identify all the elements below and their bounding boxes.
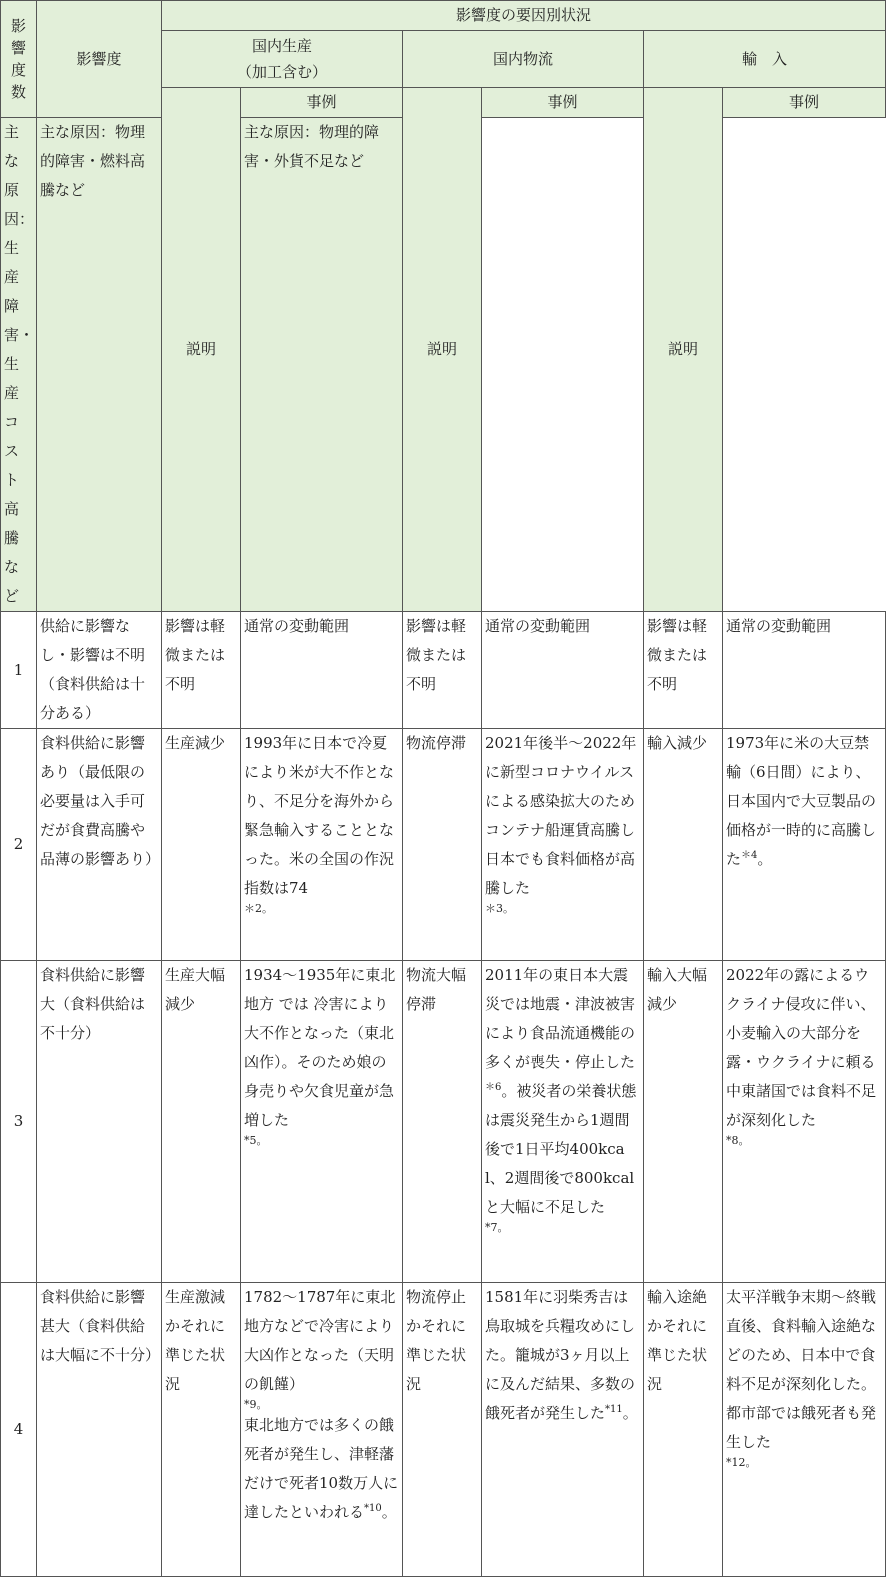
level-cell: 3 [1,961,37,1283]
imp-example-text: 2022年の露によるウクライナ侵攻に伴い、小麦輸入の大部分を露・ウクライナに頼る中東諸国では食料不足が深刻化した [726,966,877,1129]
log-example-text: 1581年に羽柴秀吉は鳥取城を兵糧攻めにした。籠城が3ヶ月以上に及んだ結果、多数の餓死者が発生した [485,1288,636,1422]
prod-example-text-b: 東北地方では多くの餓死者が発生し、津軽藩だけで死者10数万人に達したといわれる [244,1416,399,1521]
header-prod-cause: 主な原因：生産障害・生産コスト高騰など [1,118,37,612]
prod-desc-cell: 生産激減かそれに準じた状況 [162,1283,241,1577]
header-imports: 輸 入 [644,31,886,88]
imp-desc-cell: 輸入途絶かそれに準じた状況 [644,1283,723,1577]
log-example-cell: 通常の変動範囲 [482,612,644,729]
table-row [1,961,886,1283]
prod-example-cell: 通常の変動範囲 [241,612,403,729]
level-cell: 1 [1,612,37,729]
log-desc-cell: 物流停滞 [403,729,482,961]
prod-example-cell: 1934～1935年に東北地方 では 冷害により大不作となった（東北凶作）。そのため娘の身売りや欠食児童が急増した *5。 [241,961,403,1283]
footnote-ref: ＊6 [485,1082,502,1093]
header-prod-example: 事例 [241,88,403,118]
level-cell: 4 [1,1283,37,1577]
footnote-ref: *12 [726,1456,746,1469]
log-example-cell: 2011年の東日本大震災では地震・津波被害により食品流通機能の多くが喪失・停止した$^{*6}$。被災者の栄養状態は震災発生から1週間後で1日平均400kcal、2週間後で800kcalと大幅に不足した *7。 [482,961,644,1283]
impact-cell: 供給に影響なし・影響は不明（食料供給は十分ある） [37,612,162,729]
header-factor-group: 影響度の要因別状況 [162,1,886,31]
log-example-cell: 1581年に羽柴秀吉は鳥取城を兵糧攻めにした。籠城が3ヶ月以上に及んだ結果、多数の餓死者が発生した$^{*11}$。 [482,1283,644,1577]
prod-desc-cell: 生産大幅減少 [162,961,241,1283]
footnote-ref: *11 [605,1404,623,1415]
log-desc-cell: 物流大幅停滞 [403,961,482,1283]
header-domestic-production: 国内生産 （加工含む） [162,31,403,88]
header-imp-cause: 主な原因：物理的障害・外貨不足など [241,118,403,612]
impact-cell: 食料供給に影響あり（最低限の必要量は入手可だが食費高騰や品薄の影響あり） [37,729,162,961]
imp-example-cell: 太平洋戦争末期～終戦直後、食料輸入途絶などのため、日本中で食料不足が深刻化した。都市部では餓死者も発生した *12。 [723,1283,886,1577]
log-desc-cell: 物流停止かそれに準じた状況 [403,1283,482,1577]
prod-example-text: 1934～1935年に東北地方 では 冷害により大不作となった（東北凶作）。そのため娘の身売りや欠食児童が急増した [244,966,396,1129]
header-domestic-logistics: 国内物流 [403,31,644,88]
footnote-ref: *7 [485,1221,498,1234]
imp-example-cell: 通常の変動範囲 [723,612,886,729]
log-example-text-a: 2011年の東日本大震災では地震・津波被害により食品流通機能の多くが喪失・停止した [485,966,636,1071]
header-log-cause: 主な原因：物理的障害・燃料高騰など [37,118,162,612]
header-log-example: 事例 [482,88,644,118]
table-row [1,1283,886,1577]
prod-desc-cell: 生産減少 [162,729,241,961]
header-impact: 影響度 [37,1,162,118]
header-impact-count: 影響度数 [1,1,37,118]
table-row [1,729,886,961]
log-desc-cell: 影響は軽微または不明 [403,612,482,729]
imp-example-cell: 2022年の露によるウクライナ侵攻に伴い、小麦輸入の大部分を露・ウクライナに頼る中東諸国では食料不足が深刻化した *8。 [723,961,886,1283]
log-example-text-b: 。被災者の栄養状態は震災発生から1週間後で1日平均400kcal、2週間後で800kcalと大幅に不足した [485,1082,637,1216]
prod-example-text: 1993年に日本で冷夏により米が大不作となり、不足分を海外から緊急輸入することとなった。米の全国の作況指数は74 [244,734,395,897]
imp-example-cell: 1973年に米の大豆禁輸（6日間）により、日本国内で大豆製品の価格が一時的に高騰した$^{*4}$。 [723,729,886,961]
prod-example-cell: 1782～1787年に東北地方などで冷害により大凶作となった（天明の飢饉） *9。 東北地方では多くの餓死者が発生し、津軽藩だけで死者10数万人に達したといわれる$^{*10}$。 [241,1283,403,1577]
footnote-ref: ＊2 [244,902,262,915]
imp-example-text: 1973年に米の大豆禁輸（6日間）により、日本国内で大豆製品の価格が一時的に高騰した [726,734,877,868]
footnote-ref: *10 [364,1503,382,1514]
imp-desc-cell: 輸入減少 [644,729,723,961]
impact-cell: 食料供給に影響大（食料供給は不十分） [37,961,162,1283]
header-log-explanation: 説明 [403,88,482,612]
imp-example-text: 太平洋戦争末期～終戦直後、食料輸入途絶などのため、日本中で食料不足が深刻化した。都市部では餓死者も発生した [726,1288,877,1451]
footnote-ref: *5 [244,1134,257,1147]
impact-cell: 食料供給に影響甚大（食料供給は大幅に不十分） [37,1283,162,1577]
table-row [1,612,886,729]
prod-example-cell: 1993年に日本で冷夏により米が大不作となり、不足分を海外から緊急輸入することとなった。米の全国の作況指数は74 ＊2。 [241,729,403,961]
footnote-ref: *8 [726,1134,739,1147]
imp-desc-cell: 輸入大幅減少 [644,961,723,1283]
header-prod-explanation: 説明 [162,88,241,612]
prod-example-text-a: 1782～1787年に東北地方などで冷害により大凶作となった（天明の飢饉） [244,1288,396,1393]
footnote-ref: ＊4 [741,850,758,861]
imp-desc-cell: 影響は軽微または不明 [644,612,723,729]
log-example-cell: 2021年後半～2022年に新型コロナウイルスによる感染拡大のためコンテナ船運賃高騰し日本でも食料価格が高騰した ＊3。 [482,729,644,961]
footnote-ref: ＊3 [485,902,503,915]
log-example-text: 2021年後半～2022年に新型コロナウイルスによる感染拡大のためコンテナ船運賃高騰し日本でも食料価格が高騰した [485,734,637,897]
header-imp-example: 事例 [723,88,886,118]
level-cell: 2 [1,729,37,961]
footnote-ref: *9 [244,1398,257,1411]
prod-desc-cell: 影響は軽微または不明 [162,612,241,729]
header-imp-explanation: 説明 [644,88,723,612]
